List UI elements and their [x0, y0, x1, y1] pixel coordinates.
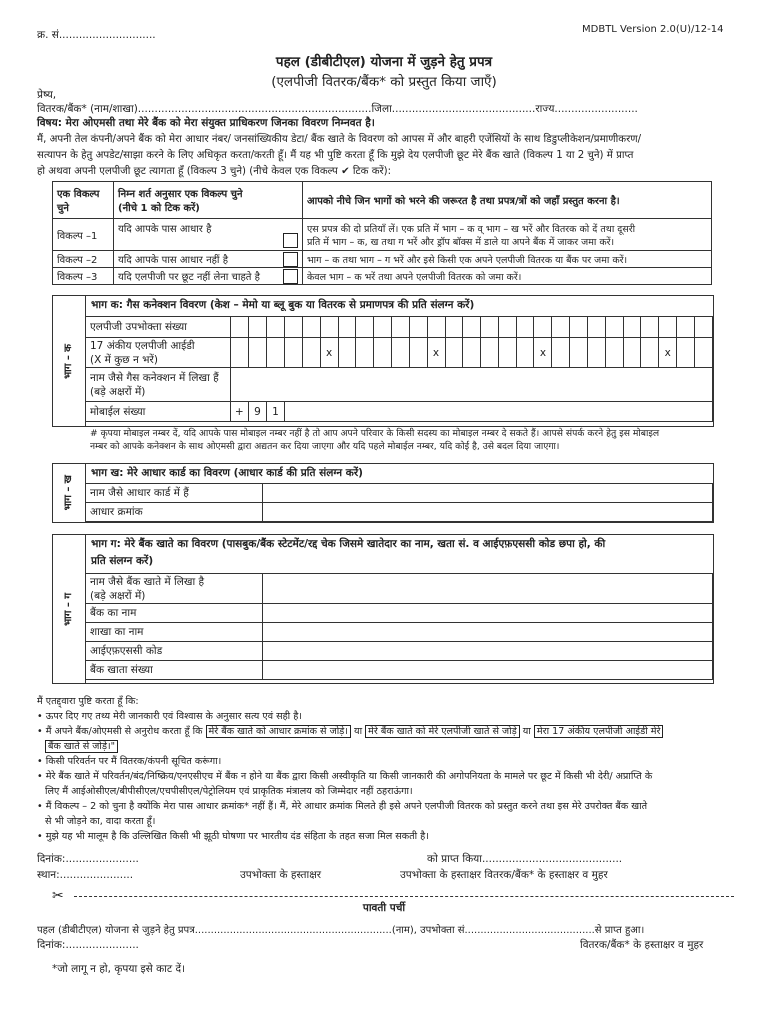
link-lpgid-choice[interactable]: मेरा 17 अंकीय एलपीजी आईडी मेरे — [534, 725, 664, 738]
option-row — [53, 219, 712, 251]
bank-name-as-field[interactable] — [263, 574, 713, 604]
digit-box[interactable] — [677, 317, 695, 338]
digit-box[interactable] — [320, 317, 338, 338]
digit-box[interactable] — [248, 338, 266, 368]
date-field[interactable]: दिनांक:...................... — [37, 853, 139, 865]
option-3-checkbox[interactable] — [283, 269, 298, 284]
mobile-field[interactable] — [285, 402, 713, 422]
declaration-item: • मैं विकल्प – 2 को चुना है क्योंकि मेरा पास आधार क्रमांक* नहीं हैं। मैं, मेरे आधार क्रमांक मिलते ही इसे अपने एलपीजी वितरक को प्रस्तुत करने तथा इस मेरे उपरोक्त बैंक खाते — [37, 801, 648, 812]
digit-box[interactable] — [498, 317, 516, 338]
part-b-table — [85, 483, 713, 522]
digit-box[interactable] — [534, 317, 552, 338]
declaration-item: • ऊपर दिए गए तथ्य मेरी जानकारी एवं विश्वास के अनुसार सत्य एवं सही है। — [37, 711, 302, 722]
distributor-line[interactable]: वितरक/बैंक* (नाम/शाखा)......................................................................जिला...........................................राज्य......................... — [37, 103, 638, 115]
link-lpg-choice[interactable]: मेरे बैंक खाते को मेरे एलपीजी खाते से जोड़े — [365, 725, 520, 738]
digit-box[interactable] — [498, 338, 516, 368]
aadhaar-name-field[interactable] — [263, 484, 713, 503]
digit-box[interactable] — [285, 317, 303, 338]
field-label: आधार क्रमांक — [86, 503, 263, 522]
digit-box[interactable] — [552, 338, 570, 368]
field-label: बैंक खाता संख्या — [86, 661, 263, 680]
digit-box[interactable] — [285, 338, 303, 368]
branch-field[interactable] — [263, 623, 713, 642]
field-label: नाम जैसे बैंक खाते में लिखा है — [90, 575, 205, 588]
option-condition: यदि एलपीजी पर छूट नहीं लेना चाहते है — [118, 271, 260, 283]
form-subtitle: (एलपीजी वितरक/बैंक* को प्रस्तुत किया जाएँ) — [271, 74, 497, 90]
part-a-table — [85, 316, 713, 422]
field-label: एलपीजी उपभोक्ता संख्या — [86, 317, 231, 338]
scissors-icon: ✂ — [52, 888, 64, 904]
field-label: नाम जैसे आधार कार्ड में हैं — [86, 484, 263, 503]
to-label: प्रेष्य, — [37, 89, 57, 101]
digit-box[interactable] — [248, 317, 266, 338]
declaration-item-cont: से भी जोड़ने का, वादा करता हूँ। — [45, 816, 156, 827]
declaration-item: • मुझे यह भी मालूम है कि उल्लिखित किसी भी झूठी घोषणा पर भारतीय दंड संहिता के तहत सजा मिल सकती है। — [37, 831, 429, 842]
part-c-side-label: भाग – ग — [63, 592, 74, 626]
digit-box[interactable] — [481, 338, 499, 368]
field-label: नाम जैसे गैस कनेक्शन में लिखा हैं — [90, 371, 219, 384]
declaration — [37, 694, 737, 844]
digit-box[interactable] — [516, 338, 534, 368]
digit-box[interactable] — [623, 338, 641, 368]
ifsc-field[interactable] — [263, 642, 713, 661]
field-label: मोबाईल संख्या — [86, 402, 231, 422]
declaration-item-cont: लिए मैं आईओसीएल/बीपीसीएल/एचपीसीएल/पेट्रोलियम एवं प्राकृतिक मंत्रालय को जिम्मेदार नहीं ठहराऊंगा। — [45, 786, 413, 797]
aadhaar-number-field[interactable] — [263, 503, 713, 522]
option-row — [53, 251, 712, 268]
field-hint: (बड़े अक्षरों में) — [90, 589, 146, 602]
digit-box[interactable] — [302, 338, 320, 368]
serial-number: क्र. सं............................. — [37, 29, 156, 41]
option-label: विकल्प –2 — [53, 251, 114, 268]
x-box: x — [427, 338, 445, 368]
digit-box[interactable] — [641, 338, 659, 368]
receipt-line[interactable]: पहल (डीबीटीएल) योजना से जुड़ने हेतु प्रपत्र..............................................................(नाम), उपभोक्ता सं.........................................से प्राप्त हुआ। — [37, 925, 645, 936]
digit-box[interactable] — [570, 338, 588, 368]
receipt-date-field[interactable]: दिनांक:...................... — [37, 939, 139, 951]
link-lpgid-choice-cont[interactable]: बैंक खाते से जोड़े।" — [45, 740, 118, 753]
link-aadhaar-choice[interactable]: मेरे बैंक खाते को आधार क्रमांक से जोड़े। — [206, 725, 351, 738]
digit-box[interactable] — [641, 317, 659, 338]
form-title: पहल (डीबीटीएल) योजना में जुड़ने हेतु प्रपत्र — [275, 54, 493, 70]
field-label: आईएफ़एससी कोड — [86, 642, 263, 661]
part-a-side-label: भाग – क — [63, 343, 74, 379]
digit-box[interactable] — [694, 317, 712, 338]
option-row — [53, 268, 712, 285]
digit-box[interactable] — [427, 317, 445, 338]
option-condition: यदि आपके पास आधार है — [118, 224, 212, 235]
digit-box[interactable] — [374, 338, 392, 368]
digit-box[interactable] — [409, 317, 427, 338]
option-head: एक विकल्प चुने — [53, 182, 114, 219]
field-hint: (X में कुछ न भरें) — [90, 353, 158, 366]
option-desc: भाग – क तथा भाग – ग भरें और इसे किसी एक अपने एलपीजी वितरक या बैंक पर जमा करें। — [303, 251, 712, 268]
country-code-box: 9 — [248, 402, 266, 422]
part-b-title: भाग ख: मेरे आधार कार्ड का विवरण (आधार कार्ड की प्रति संलग्न करें) — [91, 467, 363, 479]
place-field[interactable]: स्थान:...................... — [37, 869, 134, 881]
digit-box[interactable] — [338, 317, 356, 338]
digit-box[interactable] — [445, 317, 463, 338]
condition-head: निम्न शर्त अनुसार एक विकल्प चुने (नीचे 1 को टिक करें) — [114, 182, 303, 219]
option-desc: एस प्रपत्र की दो प्रतियाँ लें। एक प्रति में भाग – क व् भाग – ख भरें और वितरक को दें तथा दूसरी — [307, 223, 636, 235]
subject-line: विषय: मेरा ओएमसी तथा मेरे बैंक को मेरा संयुक्त प्राधिकरण जिनका विवरण निम्नवत है। — [37, 117, 375, 129]
option-desc: प्रति में भाग – क, ख तथा ग भरें और ड्रॉप बॉक्स में डाले या अपने बैंक में जाकर जमा करें। — [307, 236, 615, 248]
digit-box[interactable] — [338, 338, 356, 368]
digit-box[interactable] — [677, 338, 695, 368]
consent-para-1: मैं, अपनी तेल कंपनी/अपने बैंक को मेरा आधार नंबर/ जनसांख्यिकीय डेटा/ बैंक खाते के विवरण को आपस में और बाहरी एजेंसियों के साथ डिडुप्लीकेशन/प्रमाणीकरण/ — [37, 134, 642, 145]
digit-box[interactable] — [230, 317, 248, 338]
digit-box[interactable] — [445, 338, 463, 368]
part-a-section — [52, 295, 714, 427]
part-c-section — [52, 534, 714, 684]
part-a-note: # कृपया मोबाइल नम्बर दें, यदि आपके पास मोबाइल नम्बर नहीं है तो आप अपने परिवार के किसी सदस्य का मोबाइल नम्बर दे सकते हैं। आपसे संपर्क करने हेतु इस मोबाइल — [90, 428, 660, 439]
part-a-note: नम्बर को आपके कनेक्शन के साथ ओएमसी द्वारा अद्यतन कर दिया जाएगा और यदि पहले मोबाईल नम्बर, यदि कोई है, उसे बदल दिया जाएगा। — [90, 441, 560, 452]
declaration-item: • किसी परिवर्तन पर मैं वितरक/कंपनी सूचित करूंगा। — [37, 756, 222, 767]
field-label: शाखा का नाम — [86, 623, 263, 642]
field-label: बैंक का नाम — [86, 604, 263, 623]
digit-box[interactable] — [588, 317, 606, 338]
part-c-table — [85, 573, 713, 680]
part-a-title: भाग क: गैस कनेक्शन विवरण (केश – मेमो या ब्लू बुक या वितरक से प्रमाणपत्र की प्रति संलग्न करें) — [91, 299, 475, 311]
digit-box[interactable] — [266, 317, 284, 338]
digit-box[interactable] — [694, 338, 712, 368]
digit-box[interactable] — [659, 317, 677, 338]
digit-box[interactable] — [463, 338, 481, 368]
x-box: x — [320, 338, 338, 368]
declaration-intro: मैं एतद्द्वारा पुष्टि करता हूँ कि: — [37, 696, 139, 707]
digit-box[interactable] — [374, 317, 392, 338]
option-label: विकल्प –1 — [53, 219, 114, 251]
option-desc: केवल भाग – क भरें तथा अपने एलपीजी वितरक को जमा करें। — [303, 268, 712, 285]
distributor-signature-label: उपभोक्ता के हस्ताक्षर वितरक/बैंक* के हस्ताक्षर व मुहर — [400, 869, 608, 881]
received-by-field[interactable]: को प्राप्त किया.......................................... — [427, 853, 623, 865]
option-2-checkbox[interactable] — [283, 252, 298, 267]
cut-line — [74, 896, 734, 897]
digit-box[interactable] — [391, 317, 409, 338]
digit-box[interactable] — [463, 317, 481, 338]
declaration-item: • मेरे बैंक खाते में परिवर्तन/बंद/निष्क्रिय/एनएसीएच में बैंक न होने या बैंक द्वारा किसी अस्वीकृति या किसी जानकारी की अगोपनियता के मामले पर छूट में किसी भी देरी/ अप्राप्ति के — [37, 771, 653, 782]
consent-para-2: सत्यापन के हेतु अपडेट/साझा करने के लिए अधिकृत करता/करती हूँ। मैं यह भी पुष्टि करता हूँ कि मुझे देय एलपीजी छूट मेरे बैंक खाते (विकल्प 1 या 2 चुने) में प्राप्त — [37, 150, 634, 161]
footnote: *जो लागू न हो, कृपया इसे काट दें। — [52, 963, 186, 975]
field-label: 17 अंकीय एलपीजी आईडी — [90, 339, 195, 352]
digit-box[interactable] — [391, 338, 409, 368]
digit-box[interactable] — [409, 338, 427, 368]
digit-box[interactable] — [588, 338, 606, 368]
digit-box[interactable] — [552, 317, 570, 338]
digit-box[interactable] — [516, 317, 534, 338]
version-label: MDBTL Version 2.0(U)/12-14 — [582, 24, 724, 35]
digit-box[interactable] — [605, 338, 623, 368]
field-hint: (बड़े अक्षरों में) — [90, 385, 146, 398]
digit-box[interactable] — [605, 317, 623, 338]
digit-box[interactable] — [356, 317, 374, 338]
option-1-checkbox[interactable] — [283, 233, 298, 248]
option-condition: यदि आपके पास आधार नहीं है — [118, 254, 229, 266]
account-number-field[interactable] — [263, 661, 713, 680]
part-b-side-label: भाग – ख — [63, 475, 74, 511]
digit-box[interactable] — [356, 338, 374, 368]
instruction-head: आपको नीचे जिन भागों को भरने की जरूरत है तथा प्रपत्र/त्रों को जहाँ प्रस्तुत करना है। — [303, 182, 712, 219]
digit-box[interactable] — [230, 338, 248, 368]
digit-box[interactable] — [623, 317, 641, 338]
receipt-signature-label: वितरक/बैंक* के हस्ताक्षर व मुहर — [580, 939, 704, 951]
digit-box[interactable] — [481, 317, 499, 338]
declaration-item: • मैं अपने बैंक/ओएमसी से अनुरोध करता हूँ कि मेरे बैंक खाते को आधार क्रमांक से जोड़े। या मेरे बैंक खाते को मेरे एलपीजी खाते से जोड़े या मेरा 17 अंकीय एलपीजी आईडी मेरे — [37, 724, 737, 739]
part-c-title: प्रति संलग्न करें) — [91, 555, 154, 567]
options-table — [52, 181, 712, 285]
consumer-signature-label: उपभोक्ता के हस्ताक्षर — [240, 869, 322, 881]
part-b-section — [52, 463, 714, 523]
bank-name-field[interactable] — [263, 604, 713, 623]
option-label: विकल्प –3 — [53, 268, 114, 285]
digit-box[interactable] — [570, 317, 588, 338]
digit-box[interactable] — [302, 317, 320, 338]
plus-box: + — [230, 402, 248, 422]
x-box: x — [659, 338, 677, 368]
digit-box[interactable] — [266, 338, 284, 368]
consent-para-3: हो अथवा अपनी एलपीजी छूट त्यागता हूँ (विकल्प 3 चुने) (नीचे केवल एक विकल्प ✔ टिक करें): — [37, 166, 392, 177]
gas-name-field[interactable] — [230, 368, 712, 402]
receipt-title: पावती पर्ची — [362, 902, 406, 914]
part-c-title: भाग ग: मेरे बैंक खाते का विवरण (पासबुक/बैंक स्टेटमेंट/रद्द चेक जिसमे खातेदार का नाम, खता सं. व आईएफ़एससी कोड छपा हो, की — [91, 538, 606, 550]
country-code-box: 1 — [266, 402, 284, 422]
x-box: x — [534, 338, 552, 368]
